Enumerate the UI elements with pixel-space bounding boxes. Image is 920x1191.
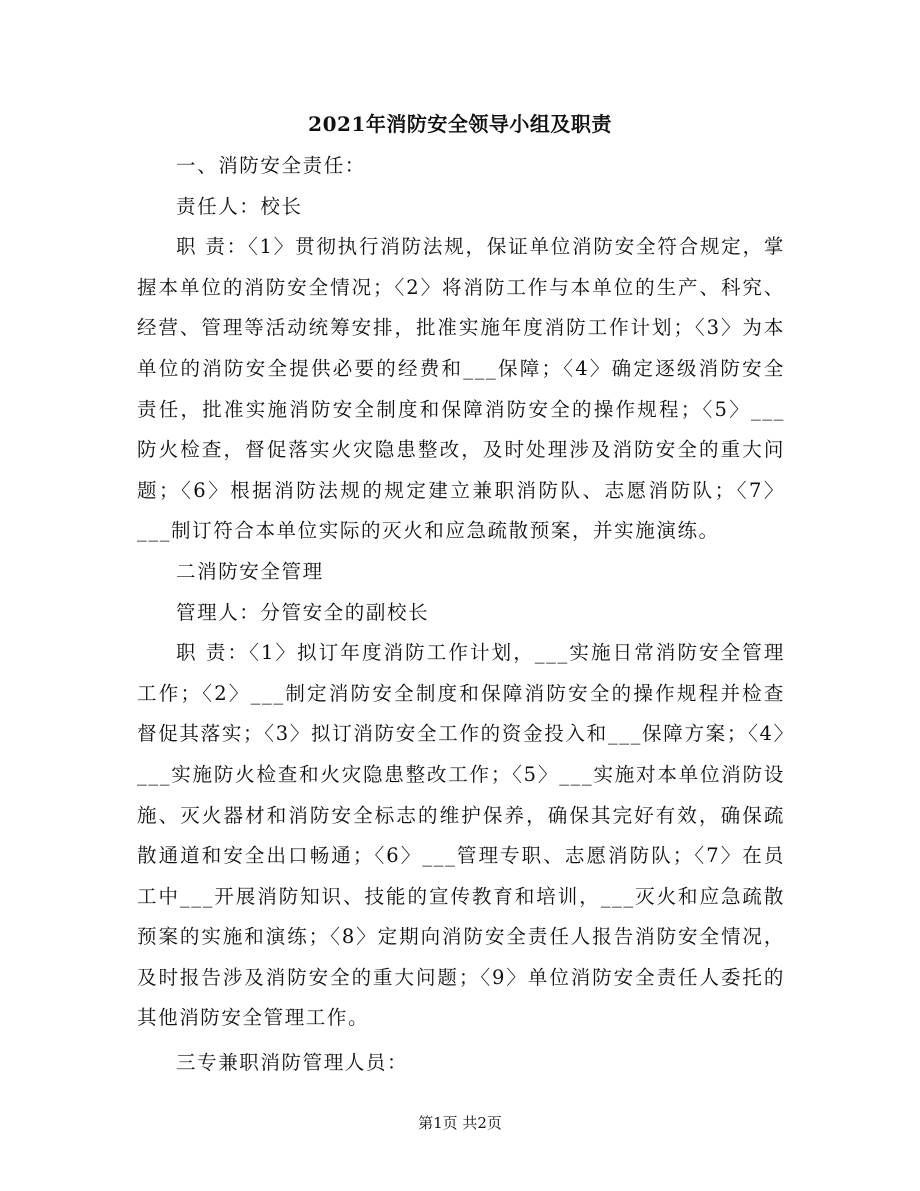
responsible-duties: 职 责：〈1〉贯彻执行消防法规，保证单位消防安全符合规定，掌握本单位的消防安全情况；〈2〉将消防工作与本单位的生产、科究、经营、管理等活动统筹安排，批准实施年度消防工作计划；〈3〉为本单位的消防安全提供必要的经费和___保障；〈4〉确定逐级消防安全责任，批准实施消防安全制度和保障消防安全的操作规程；〈5〉___防火检查，督促落实火灾隐患整改，及时处理涉及消防安全的重大问题；〈6〉根据消防法规的规定建立兼职消防队、志愿消防队；〈7〉___制订符合本单位实际的灭火和应急疏散预案，并实施演练。: [137, 235, 785, 543]
document-body: [137, 146, 785, 1084]
section-heading-responsibility: 一、消防安全责任：: [176, 154, 366, 177]
page-number: 第1页 共2页: [418, 1114, 502, 1132]
section-heading-management: 二消防安全管理: [176, 559, 324, 583]
document-title: 2021年消防安全领导小组及职责: [308, 112, 612, 136]
responsible-person: 责任人：校长: [176, 194, 303, 218]
section-heading-staff: 三专兼职消防管理人员：: [176, 1051, 409, 1075]
manager-duties: 职 责：〈1〉拟订年度消防工作计划，___实施日常消防安全管理工作；〈2〉___制定消防安全制度和保障消防安全的操作规程并检查督促其落实；〈3〉拟订消防安全工作的资金投入和___保障方案；〈4〉___实施防火检查和火灾隐患整改工作；〈5〉___实施对本单位消防设施、灭火器材和消防安全标志的维护保养，确保其完好有效，确保疏散通道和安全出口畅通；〈6〉___管理专职、志愿消防队；〈7〉在员工中___开展消防知识、技能的宣传教育和培训，___灭火和应急疏散预案的实施和演练；〈8〉定期向消防安全责任人报告消防安全情况，及时报告涉及消防安全的重大问题；〈9〉单位消防安全责任人委托的其他消防安全管理工作。: [137, 641, 785, 1030]
manager-person: 管理人：分管安全的副校长: [176, 600, 430, 624]
